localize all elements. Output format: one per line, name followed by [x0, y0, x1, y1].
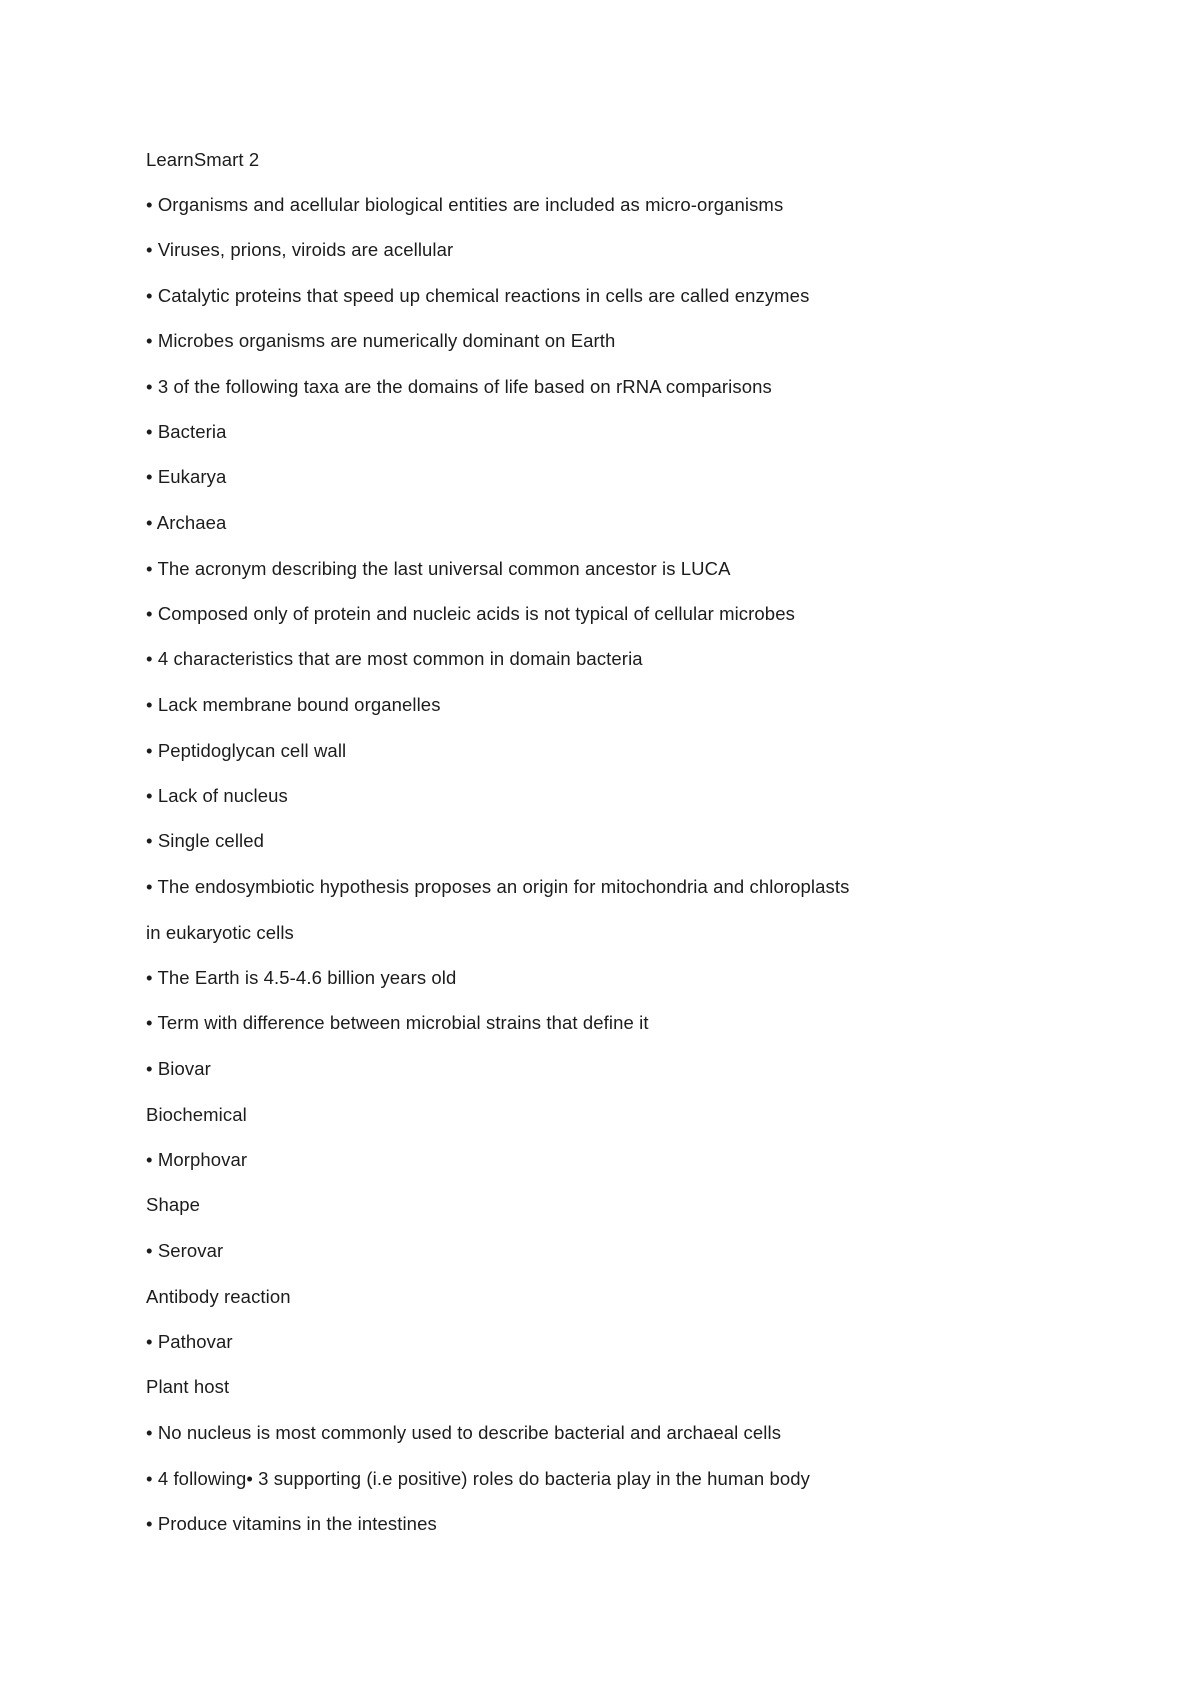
text-line: • The acronym describing the last universal common ancestor is LUCA [146, 558, 731, 579]
text-line: • Morphovar [146, 1149, 248, 1170]
text-line: Biochemical [146, 1104, 247, 1125]
text-line: Shape [146, 1194, 200, 1215]
text-line: • Pathovar [146, 1331, 233, 1352]
text-line: • The Earth is 4.5-4.6 billion years old [146, 967, 457, 988]
text-line: Antibody reaction [146, 1286, 291, 1307]
text-line: • Peptidoglycan cell wall [146, 740, 347, 761]
text-line: • Catalytic proteins that speed up chemical reactions in cells are called enzymes [146, 285, 810, 306]
text-line: • 4 following• 3 supporting (i.e positive) roles do bacteria play in the human body [146, 1468, 810, 1489]
text-line: • The endosymbiotic hypothesis proposes an origin for mitochondria and chloroplasts [146, 876, 850, 897]
text-line: • Term with difference between microbial strains that define it [146, 1012, 649, 1033]
text-line: • 4 characteristics that are most common in domain bacteria [146, 648, 643, 669]
text-line: • Produce vitamins in the intestines [146, 1513, 437, 1534]
text-line: • Lack of nucleus [146, 785, 288, 806]
text-line: • Microbes organisms are numerically dominant on Earth [146, 330, 616, 351]
text-line: • Viruses, prions, viroids are acellular [146, 239, 454, 260]
text-line: • Biovar [146, 1058, 211, 1079]
text-line: • Bacteria [146, 421, 227, 442]
text-line: • Single celled [146, 830, 265, 851]
text-line: • Composed only of protein and nucleic acids is not typical of cellular microbes [146, 603, 795, 624]
text-line: • No nucleus is most commonly used to describe bacterial and archaeal cells [146, 1422, 782, 1443]
text-line: • Archaea [146, 512, 227, 533]
text-line: in eukaryotic cells [146, 922, 294, 943]
text-line: • Serovar [146, 1240, 224, 1261]
text-line: • Organisms and acellular biological entities are included as micro-organisms [146, 194, 784, 215]
text-line: Plant host [146, 1376, 230, 1397]
text-line: • Eukarya [146, 466, 227, 487]
document-title: LearnSmart 2 [146, 149, 260, 170]
text-line: • 3 of the following taxa are the domains of life based on rRNA comparisons [146, 376, 772, 397]
text-line: • Lack membrane bound organelles [146, 694, 441, 715]
